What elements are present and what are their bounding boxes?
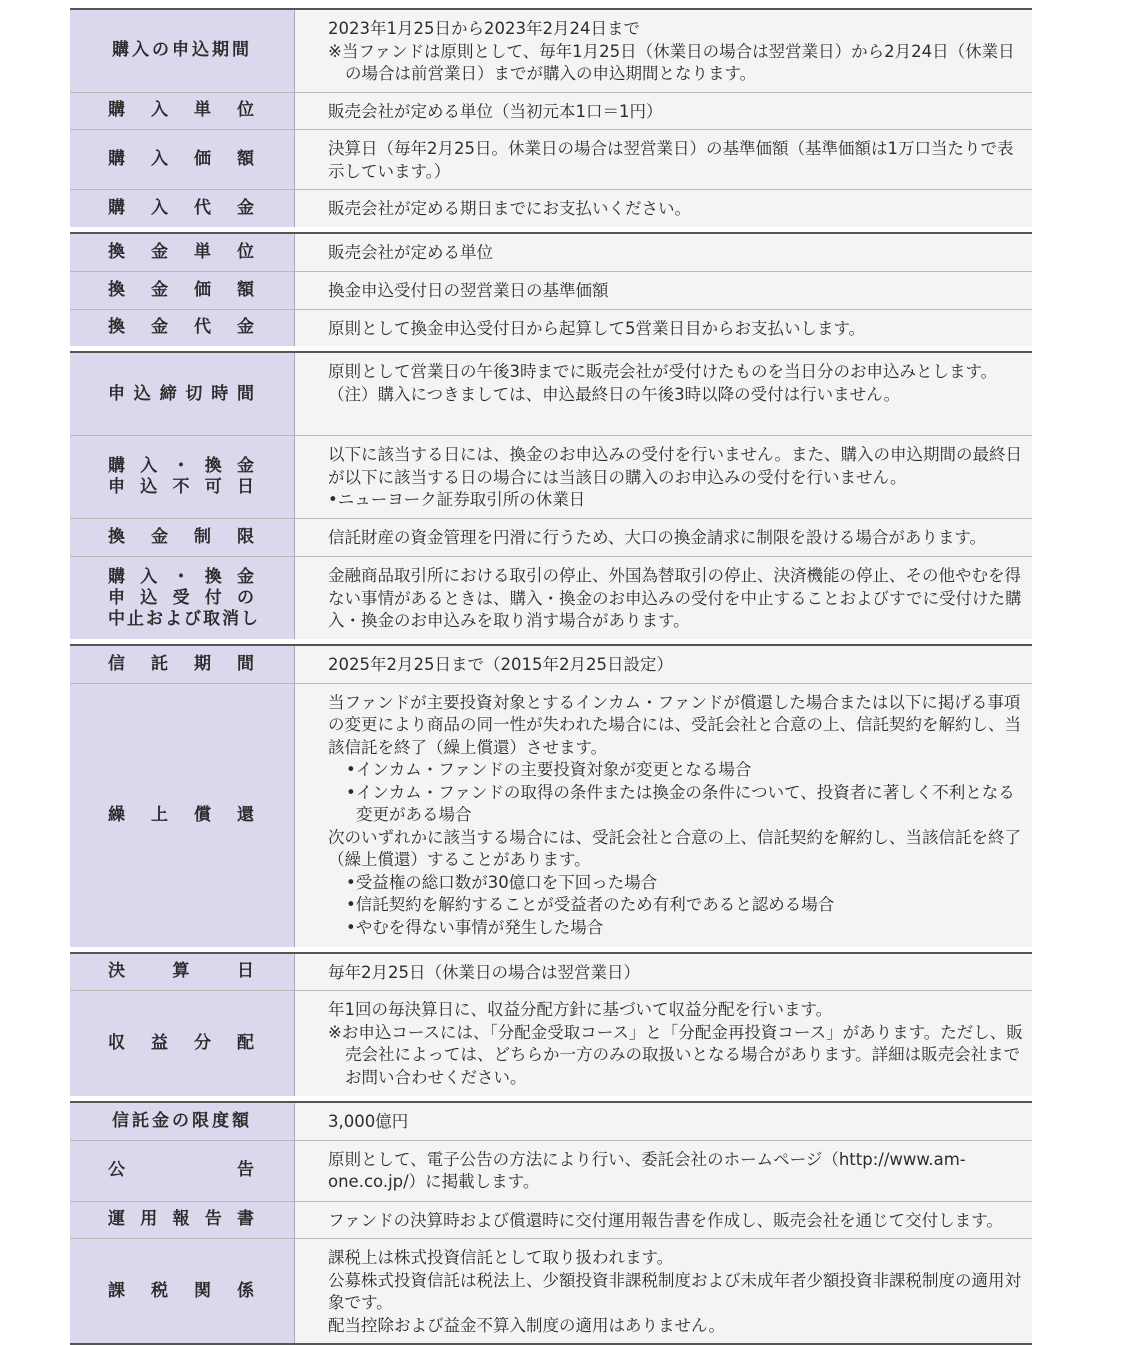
table-row (70, 519, 1032, 557)
row-label (70, 310, 295, 347)
value-text: 当ファンドが主要投資対象とするインカム・ファンドが償還した場合または以下に掲げる事項の変更により商品の同一性が失われた場合には、受託会社と合意の上、信託契約を解約し、当該信託を終了（繰上償還）させます。 (328, 692, 1021, 757)
value-text: 毎年2月25日（休業日の場合は翌営業日） (328, 962, 640, 982)
table-row (70, 353, 1032, 436)
row-value (295, 519, 1032, 556)
value-text: 以下に該当する日には、換金のお申込みの受付を行いません。また、購入の申込期間の最終日が以下に該当する日の場合には当該日の購入のお申込みの受付を行いません。 (328, 445, 1022, 487)
row-label (70, 991, 295, 1096)
table-row (70, 234, 1032, 272)
value-text: 信託財産の資金管理を円滑に行うため、大口の換金請求に制限を設ける場合があります。 (328, 528, 987, 547)
row-label (70, 234, 295, 271)
row-label-line: 中止および取消し (108, 608, 260, 629)
table-row (70, 93, 1032, 131)
bullet-item: •やむを得ない事情が発生した場合 (346, 917, 604, 937)
row-value (295, 1202, 1032, 1239)
value-text: 配当控除および益金不算入制度の適用はありません。 (328, 1315, 725, 1335)
value-text: 販売会社が定める単位 (328, 243, 493, 262)
row-label (70, 646, 295, 683)
value-text: 販売会社が定める期日までにお支払いください。 (328, 199, 691, 218)
row-label-line: 換金制限 (108, 527, 256, 547)
bullet-item: •信託契約を解約することが受益者のため有利であると認める場合 (346, 895, 835, 914)
table-row (70, 1103, 1032, 1141)
value-text: ファンドの決算時および償還時に交付運用報告書を作成し、販売会社を通じて交付します。 (328, 1210, 1003, 1230)
row-value (295, 557, 1032, 639)
value-text: 決算日（毎年2月25日。休業日の場合は翌営業日）の基準価額（基準価額は1万口当たりで表示しています。） (328, 139, 1014, 181)
table-row (70, 1202, 1032, 1240)
row-label-line: 信託金の限度額 (112, 1110, 252, 1131)
row-label (70, 954, 295, 991)
row-label (70, 353, 295, 435)
table-row (70, 272, 1032, 310)
table-group (70, 1101, 1032, 1345)
table-row (70, 991, 1032, 1096)
table-row (70, 310, 1032, 347)
row-label-line: 申込不可日 (108, 477, 256, 497)
row-label (70, 519, 295, 556)
row-label-line: 購入単位 (108, 100, 256, 121)
table-group (70, 351, 1032, 639)
table-row (70, 954, 1032, 992)
row-label-line: 収益分配 (108, 1033, 256, 1053)
value-text: 年1回の毎決算日に、収益分配方針に基づいて収益分配を行います。 (328, 1000, 833, 1019)
row-label (70, 557, 295, 639)
row-label (70, 10, 295, 92)
row-label-line: 購入・換金 (108, 456, 256, 476)
value-text: 2025年2月25日まで（2015年2月25日設定） (328, 655, 673, 674)
row-label-line: 換金単位 (108, 241, 256, 262)
row-label-line: 申込受付の (108, 587, 256, 608)
row-value (295, 234, 1032, 271)
row-label (70, 1239, 295, 1343)
row-label-line: 購入・換金 (108, 566, 256, 587)
row-value (295, 646, 1032, 683)
row-label-line: 購入代金 (108, 198, 256, 218)
row-label-line: 課税関係 (108, 1280, 256, 1301)
row-label-line: 信託期間 (108, 653, 256, 674)
row-label-line: 決算日 (108, 961, 256, 982)
row-label-line: 換金価額 (108, 279, 256, 300)
row-label (70, 190, 295, 227)
table-row (70, 684, 1032, 947)
value-text: •ニューヨーク証券取引所の休業日 (328, 490, 586, 509)
row-value (295, 190, 1032, 227)
row-label-line: 公告 (108, 1160, 256, 1180)
table-row (70, 646, 1032, 684)
table-group (70, 232, 1032, 346)
value-text: 換金申込受付日の翌営業日の基準価額 (328, 280, 609, 300)
row-value (295, 353, 1032, 435)
table-row (70, 130, 1032, 190)
bullet-item: •受益権の総口数が30億口を下回った場合 (346, 872, 658, 892)
row-value (295, 991, 1032, 1096)
bullet-item: •インカム・ファンドの主要投資対象が変更となる場合 (346, 760, 752, 779)
row-value (295, 310, 1032, 347)
table-row (70, 557, 1032, 639)
row-label (70, 684, 295, 947)
row-value (295, 93, 1032, 130)
row-label (70, 130, 295, 189)
value-text: （注）購入につきましては、申込最終日の午後3時以降の受付は行いません。 (328, 384, 901, 404)
row-value (295, 1141, 1032, 1201)
value-text: 公募株式投資信託は税法上、少額投資非課税制度および未成年者少額投資非課税制度の適用対象です。 (328, 1270, 1021, 1312)
bullet-item: •インカム・ファンドの取得の条件または換金の条件について、投資者に著しく不利となる変更がある場合 (346, 782, 1015, 824)
value-text: 販売会社が定める単位（当初元本1口＝1円） (328, 101, 663, 121)
table-row (70, 1239, 1032, 1343)
row-label-line: 換金代金 (108, 317, 256, 338)
value-text: 2023年1月25日から2023年2月24日まで (328, 19, 640, 38)
table-group (70, 644, 1032, 947)
row-label (70, 93, 295, 130)
table-row (70, 436, 1032, 519)
value-text: 3,000億円 (328, 1112, 409, 1131)
row-value (295, 1239, 1032, 1343)
table-group (70, 952, 1032, 1097)
table-row (70, 10, 1032, 93)
row-label-line: 購入の申込期間 (112, 40, 252, 61)
value-text: 次のいずれかに該当する場合には、受託会社と合意の上、信託契約を解約し、当該信託を終了（繰上償還）することがあります。 (328, 827, 1021, 869)
table-row (70, 190, 1032, 227)
fund-terms-table (70, 8, 1032, 1345)
note-text: ※当ファンドは原則として、毎年1月25日（休業日の場合は翌営業日）から2月24日（休業日の場合は前営業日）までが購入の申込期間となります。 (328, 41, 1015, 83)
row-label-line: 購入価額 (108, 149, 256, 169)
value-text: 課税上は株式投資信託として取り扱われます。 (328, 1248, 674, 1267)
row-label (70, 1141, 295, 1201)
row-value (295, 130, 1032, 189)
row-label-line: 運用報告書 (108, 1209, 256, 1230)
row-label (70, 436, 295, 518)
table-group (70, 8, 1032, 227)
row-value (295, 10, 1032, 92)
row-label (70, 1103, 295, 1140)
value-text: 原則として、電子公告の方法により行い、委託会社のホームページ（http://www.am-one.co.jp/）に掲載します。 (328, 1149, 966, 1191)
value-text: 金融商品取引所における取引の停止、外国為替取引の停止、決済機能の停止、その他やむを得ない事情があるときは、購入・換金のお申込みの受付を中止することおよびすでに受付けた購入・換金のお申込みを取り消す場合があります。 (328, 566, 1022, 630)
row-label (70, 1202, 295, 1239)
row-value (295, 1103, 1032, 1140)
table-row (70, 1141, 1032, 1202)
value-text: 原則として換金申込受付日から起算して5営業日目からお支払いします。 (328, 318, 866, 338)
row-label-line: 繰上償還 (108, 804, 256, 825)
row-label-line: 申込締切時間 (108, 383, 256, 404)
row-value (295, 272, 1032, 309)
row-value (295, 436, 1032, 518)
note-text: ※お申込コースには、「分配金受取コース」と「分配金再投資コース」があります。ただし、販売会社によっては、どちらか一方のみの取扱いとなる場合があります。詳細は販売会社までお問い合わせください。 (328, 1022, 1023, 1087)
row-value (295, 684, 1032, 947)
row-label (70, 272, 295, 309)
value-text: 原則として営業日の午後3時までに販売会社が受付けたものを当日分のお申込みとします。 (328, 362, 998, 381)
row-value (295, 954, 1032, 991)
